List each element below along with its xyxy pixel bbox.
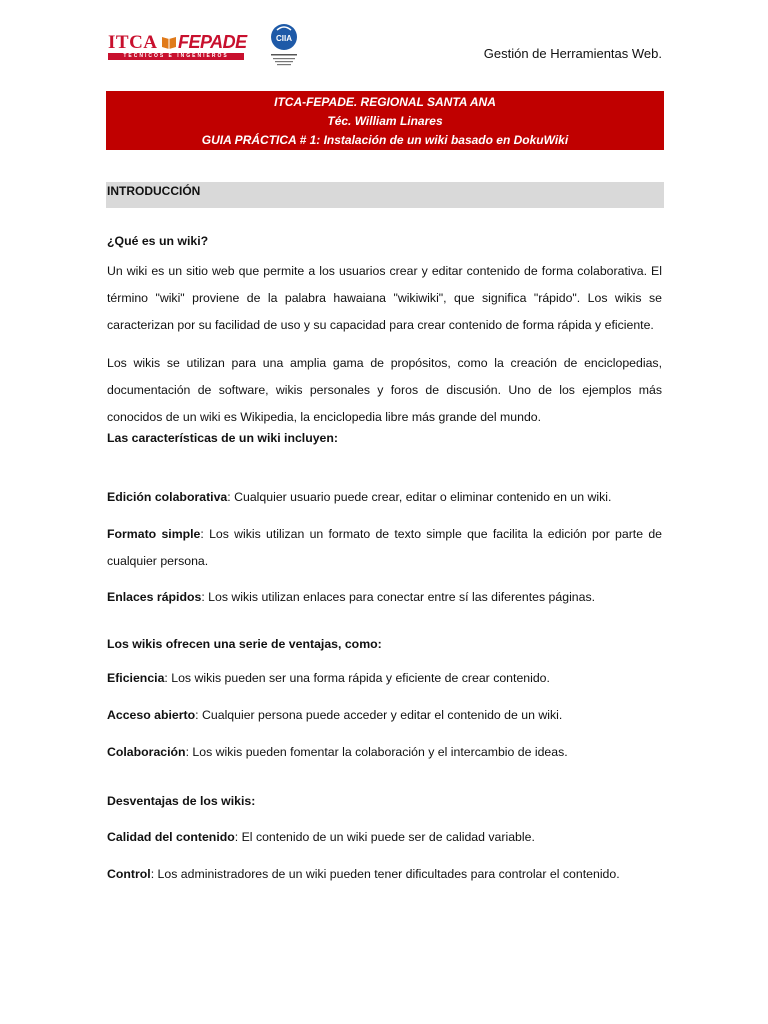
banner-guide-title: GUIA PRÁCTICA # 1: Instalación de un wiki basado en DokuWiki [201,133,569,147]
disadvantage-term: Control [107,867,151,881]
question-heading: ¿Qué es un wiki? [107,234,209,248]
feature-item [107,584,662,611]
disadvantage-item [107,861,662,888]
advantage-term: Colaboración [107,745,186,759]
document-title: Gestión de Herramientas Web. [483,46,662,61]
advantages-heading: Los wikis ofrecen una serie de ventajas, como: [107,637,382,651]
page-header [0,0,768,80]
title-banner [106,91,664,150]
feature-text: : Cualquier usuario puede crear, editar o eliminar contenido en un wiki. [227,490,612,504]
advantage-text: : Los wikis pueden ser una forma rápida y eficiente de crear contenido. [164,671,550,685]
feature-term: Edición colaborativa [107,490,228,504]
logo-cia-text: CIIA [276,34,292,43]
feature-term: Formato simple [107,527,201,541]
features-heading: Las características de un wiki incluyen: [107,431,339,445]
book-icon [161,34,177,50]
disadvantage-text: : El contenido de un wiki puede ser de calidad variable. [234,830,535,844]
disadvantage-term: Calidad del contenido [107,830,235,844]
feature-text: : Los wikis utilizan enlaces para conectar entre sí las diferentes páginas. [201,590,596,604]
paragraph-definition: Un wiki es un sitio web que permite a los usuarios crear y editar contenido de forma colaborativa. El término "wiki" proviene de la palabra hawaiana "wikiwiki", que significa "rápido". Los wikis se caracterizan por su facilidad de uso y su capacidad para crear contenido de forma rápida y eficiente. [107,264,662,332]
advantage-text: : Cualquier persona puede acceder y editar el contenido de un wiki. [195,708,563,722]
advantage-item [107,739,662,766]
itca-fepade-logo [108,30,247,62]
feature-item [107,484,662,511]
disadvantages-heading: Desventajas de los wikis: [107,794,256,808]
disadvantage-item [107,824,662,851]
ciia-logo [266,20,302,70]
feature-item: Formato simple: Los wikis utilizan un formato de texto simple que facilita la edición por parte de cualquier persona. [107,527,662,568]
advantage-item [107,702,662,729]
banner-institution: ITCA-FEPADE. REGIONAL SANTA ANA [274,95,496,109]
advantage-term: Eficiencia [107,671,165,685]
section-heading-bar [106,182,664,208]
feature-text: : Los wikis utilizan un formato de texto simple que facilita la edición por parte de [200,527,662,541]
banner-author: Téc. William Linares [327,114,443,128]
logo-tagline: TÉCNICOS E INGENIEROS [108,53,244,60]
disadvantage-text: : Los administradores de un wiki pueden tener dificultades para controlar el contenido. [150,867,620,881]
advantage-item [107,665,662,692]
logo-fepade-text: FEPADE [178,32,247,52]
paragraph-uses: Los wikis se utilizan para una amplia gama de propósitos, como la creación de enciclopedias, documentación de software, wikis personales y foros de discusión. Uno de los ejemplos más conocidos de un wiki es Wikipedia, la enciclopedia libre más grande del mundo. [107,356,662,424]
advantage-text: : Los wikis pueden fomentar la colaboración y el intercambio de ideas. [185,745,568,759]
advantage-term: Acceso abierto [107,708,196,722]
section-heading: INTRODUCCIÓN [107,184,201,198]
logo-itca-text: ITCA [108,32,158,53]
feature-term: Enlaces rápidos [107,590,202,604]
